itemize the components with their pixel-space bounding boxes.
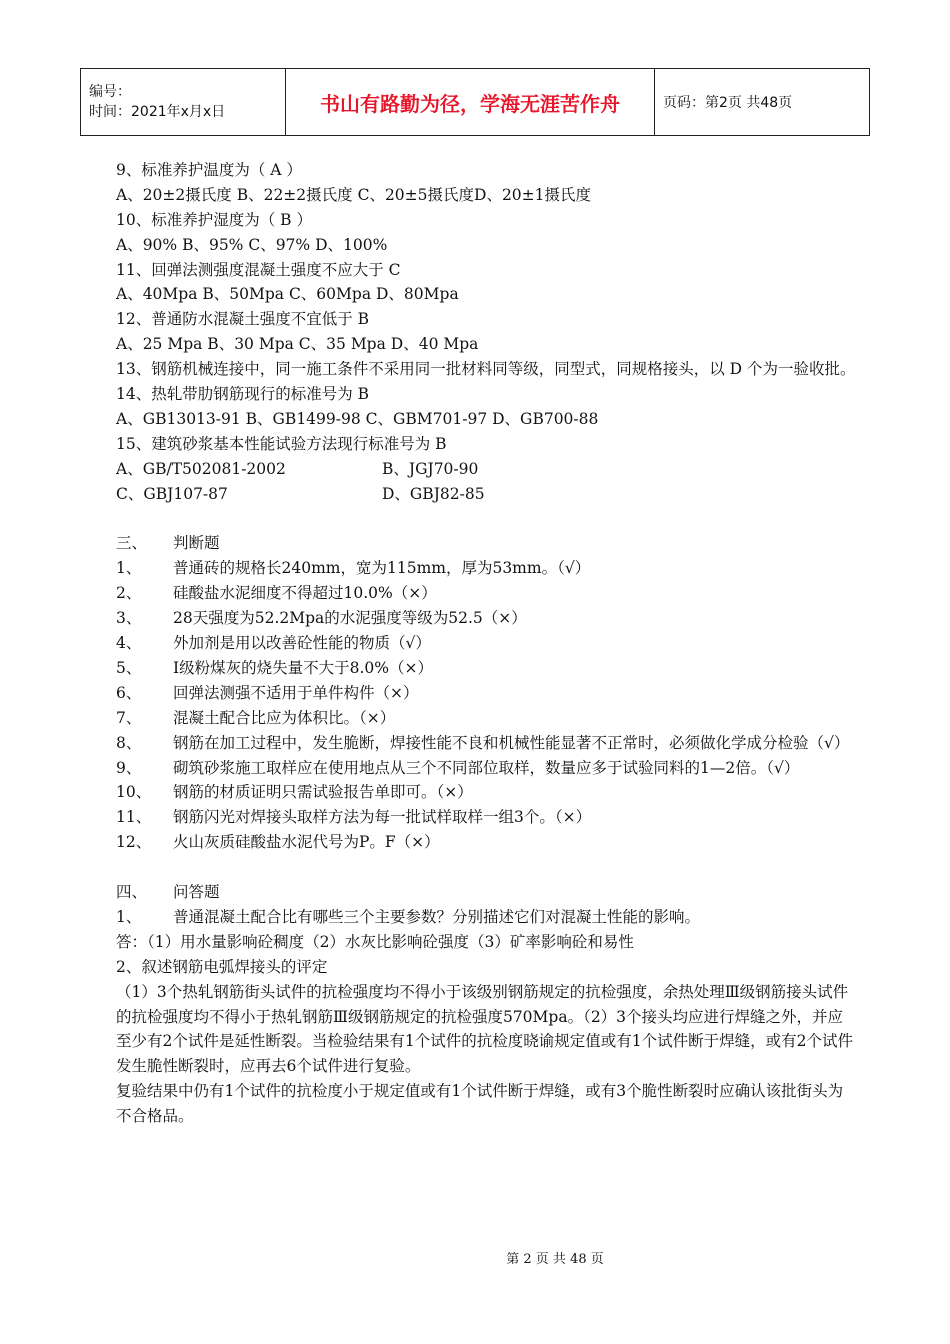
text-line: 9、标准养护温度为（ A ） <box>116 161 302 179</box>
judgment-item <box>116 756 856 781</box>
option-c: C、GBJ107-87 <box>116 484 228 503</box>
item-number: 9、 <box>116 758 142 777</box>
judgment-item <box>116 780 856 805</box>
text-line: 11、回弹法测强度混凝土强度不应大于 C <box>116 260 401 279</box>
header-motto: 书山有路勤为径，学海无涯苦作舟 <box>286 69 655 136</box>
judgment-item <box>116 805 856 830</box>
text-line: 14、热轧带肋钢筋现行的标准号为 B <box>116 385 370 404</box>
item-number: 3、 <box>116 609 142 628</box>
answer-1: 答：（1）用水量影响砼稠度（2）水灰比影响砼强度（3）矿率影响砼和易性 <box>116 932 634 951</box>
answer-2-paragraph: 复验结果中仍有1个试件的抗检度小于规定值或有1个试件断于焊缝，或有3个脆性断裂时应确认该批街头为不合格品。 <box>116 1082 844 1126</box>
item-number: 2、 <box>116 584 142 603</box>
option-b: B、JGJ70-90 <box>382 459 479 478</box>
question-text: 普通混凝土配合比有哪些三个主要参数？分别描述它们对混凝土性能的影响。 <box>173 907 701 926</box>
option-row <box>116 457 856 482</box>
text-line: 15、建筑砂浆基本性能试验方法现行标准号为 B <box>116 434 447 453</box>
item-text: 砌筑砂浆施工取样应在使用地点从三个不同部位取样，数量应多于试验同料的1—2倍。（√） <box>173 758 800 777</box>
item-number: 10、 <box>116 783 152 802</box>
text-line: 12、普通防水混凝土强度不宜低于 B <box>116 310 370 329</box>
item-number: 6、 <box>116 683 142 702</box>
header-page-label: 页码：第2页 共48页 <box>655 69 870 136</box>
option-d: D、GBJ82-85 <box>382 484 485 503</box>
item-number: 1、 <box>116 907 142 926</box>
item-text: 钢筋在加工过程中，发生脆断，焊接性能不良和机械性能显著不正常时，必须做化学成分检验（√） <box>173 733 850 752</box>
item-number: 11、 <box>116 808 152 827</box>
judgment-item <box>116 556 856 581</box>
section-number: 四、 <box>116 883 148 902</box>
section-number: 三、 <box>116 534 148 553</box>
question-13: 13、钢筋机械连接中，同一施工条件不采用同一批材料同等级，同型式，同规格接头，以 D 个为一验收批。 <box>116 360 856 379</box>
option-row <box>116 482 856 507</box>
spacer <box>116 506 856 531</box>
section-heading: 问答题 <box>173 883 220 902</box>
text-line: 10、标准养护湿度为（ B ） <box>116 210 312 229</box>
spacer <box>116 855 856 880</box>
item-text: 混凝土配合比应为体积比。（×） <box>173 708 396 727</box>
item-number: 12、 <box>116 833 152 852</box>
judgment-item <box>116 656 856 681</box>
text-line: A、20±2摄氏度 B、22±2摄氏度 C、20±5摄氏度D、20±1摄氏度 <box>116 185 592 204</box>
item-number: 8、 <box>116 733 142 752</box>
item-number: 4、 <box>116 633 142 652</box>
judgment-item <box>116 681 856 706</box>
item-text: Ⅰ级粉煤灰的烧失量不大于8.0%（×） <box>173 658 433 677</box>
page-footer: 第 2 页 共 48 页 <box>506 1252 604 1267</box>
document-header <box>80 68 870 136</box>
section-title <box>116 531 856 556</box>
question-1 <box>116 905 856 930</box>
item-number: 5、 <box>116 658 142 677</box>
item-text: 回弹法测强不适用于单件构件（×） <box>173 683 419 702</box>
judgment-item <box>116 581 856 606</box>
answer-2-paragraph: （1）3个热轧钢筋街头试件的抗检强度均不得小于该级别钢筋规定的抗检强度，余热处理Ⅲ级钢筋接头试件的抗检强度均不得小于热轧钢筋Ⅲ级钢筋规定的抗检强度570Mpa。（2）3个接头均应进行焊缝之外，并应至少有2个试件是延性断裂。当检验结果有1个试件的抗检度晓谕规定值或有1个试件断于焊缝，或有2个试件发生脆性断裂时，应再去6个试件进行复验。 <box>116 982 853 1076</box>
header-meta-cell <box>81 69 286 136</box>
judgment-item <box>116 631 856 656</box>
judgment-item <box>116 706 856 731</box>
item-text: 钢筋的材质证明只需试验报告单即可。（×） <box>173 783 473 802</box>
text-line: A、90% B、95% C、97% D、100% <box>116 235 388 254</box>
judgment-item <box>116 731 856 756</box>
section-title <box>116 880 856 905</box>
option-a: A、GB/T502081-2002 <box>116 459 286 478</box>
item-text: 外加剂是用以改善砼性能的物质（√） <box>173 633 431 652</box>
item-text: 28天强度为52.2Mpa的水泥强度等级为52.5（×） <box>173 609 527 628</box>
item-text: 普通砖的规格长240mm，宽为115mm，厚为53mm。（√） <box>173 559 591 578</box>
item-number: 1、 <box>116 559 142 578</box>
code-label: 编号： <box>89 84 131 100</box>
item-text: 钢筋闪光对焊接头取样方法为每一批试样取样一组3个。（×） <box>173 808 592 827</box>
section-heading: 判断题 <box>173 534 220 553</box>
document-body <box>116 158 856 1129</box>
judgment-list <box>116 556 856 855</box>
text-line: A、25 Mpa B、30 Mpa C、35 Mpa D、40 Mpa <box>116 335 479 354</box>
item-text: 硅酸盐水泥细度不得超过10.0%（×） <box>173 584 437 603</box>
item-number: 7、 <box>116 708 142 727</box>
question-2: 2、叙述钢筋电弧焊接头的评定 <box>116 957 328 976</box>
text-line: A、GB13013-91 B、GB1499-98 C、GBM701-97 D、GB700-88 <box>116 409 599 428</box>
text-line: A、40Mpa B、50Mpa C、60Mpa D、80Mpa <box>116 285 459 304</box>
time-label: 时间：2021年x月x日 <box>89 104 226 120</box>
judgment-item <box>116 606 856 631</box>
item-text: 火山灰质硅酸盐水泥代号为P。F（×） <box>173 833 440 852</box>
judgment-item <box>116 830 856 855</box>
